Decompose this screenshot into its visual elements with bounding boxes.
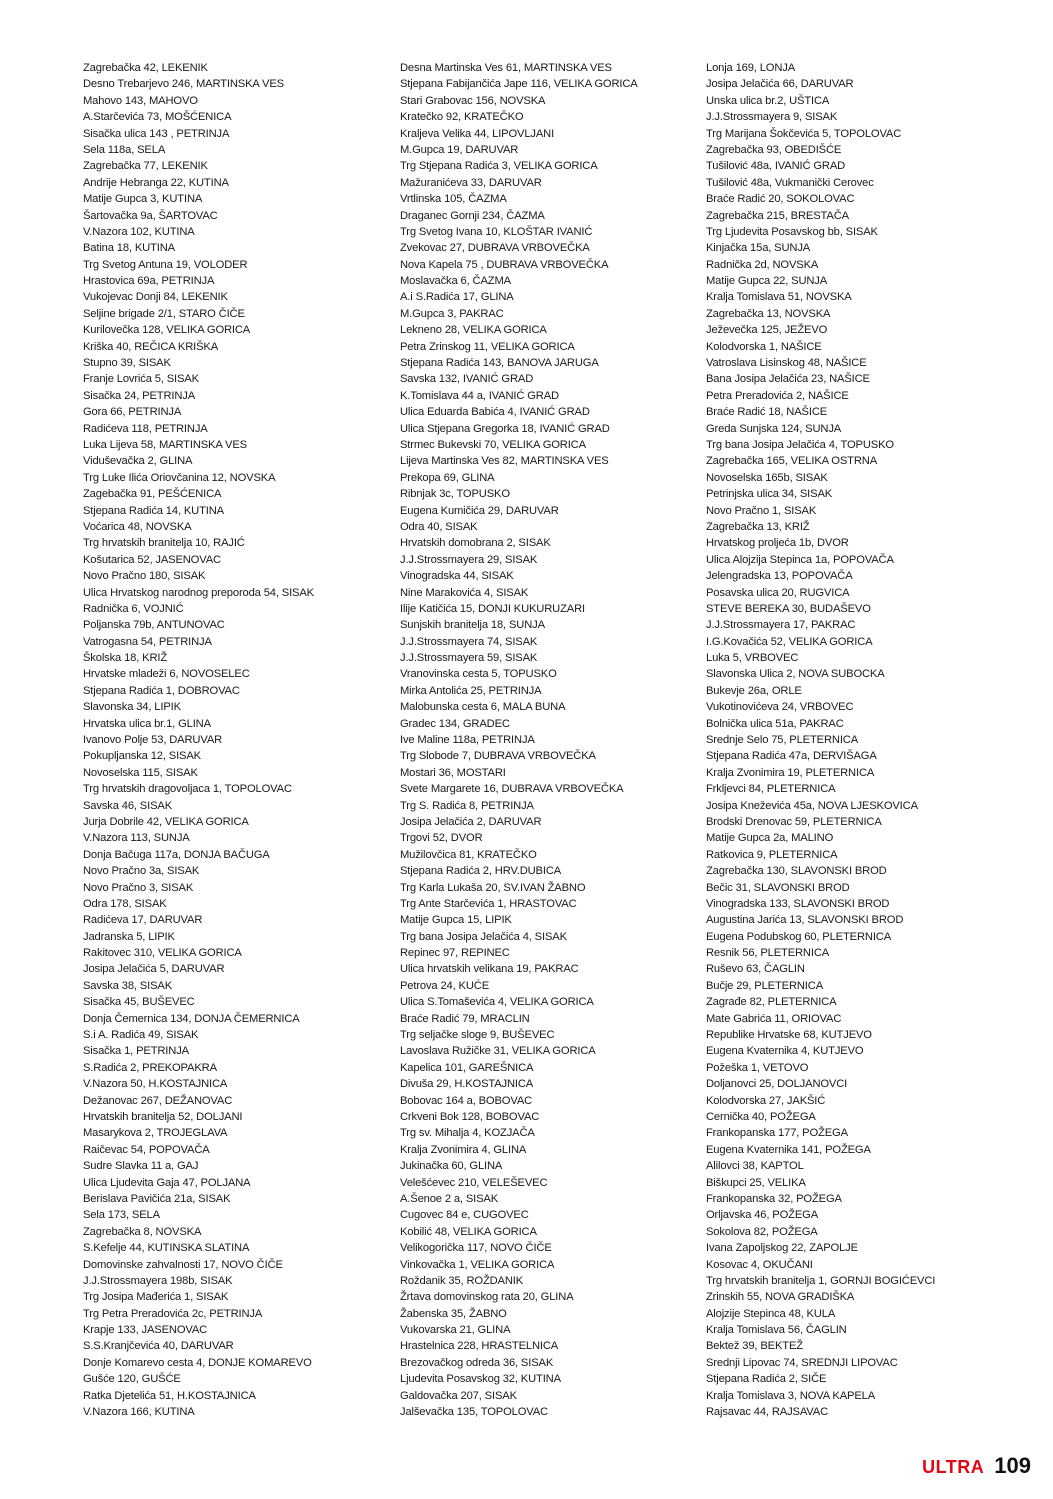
address-entry: Lavoslava Ružičke 31, VELIKA GORICA bbox=[400, 1045, 596, 1058]
address-entry: Svete Margarete 16, DUBRAVA VRBOVEČKA bbox=[400, 783, 624, 796]
address-entry: Mate Gabrića 11, ORIOVAC bbox=[706, 1012, 842, 1025]
address-entry: Sisačka 45, BUŠEVEC bbox=[83, 996, 195, 1009]
address-entry: Ilije Katičića 15, DONJI KUKURUZARI bbox=[400, 602, 585, 615]
address-entry: Trg Ljudevita Posavskog bb, SISAK bbox=[706, 225, 878, 238]
address-entry: S.Radića 2, PREKOPAKRA bbox=[83, 1061, 217, 1074]
address-entry: J.J.Strossmayera 17, PAKRAC bbox=[706, 619, 856, 632]
address-entry: J.J.Strossmayera 9, SISAK bbox=[706, 111, 838, 124]
address-entry: Braće Radić 20, SOKOLOVAC bbox=[706, 193, 855, 206]
address-entry: Berislava Pavičića 21a, SISAK bbox=[83, 1192, 231, 1205]
address-entry: I.G.Kovačića 52, VELIKA GORICA bbox=[706, 635, 873, 648]
address-entry: Malobunska cesta 6, MALA BUNA bbox=[400, 701, 566, 714]
address-entry: Žrtava domovinskog rata 20, GLINA bbox=[400, 1291, 574, 1304]
address-entry: Ratka Djetelića 51, H.KOSTAJNICA bbox=[83, 1389, 256, 1402]
address-entry: Eugena Kvaternika 141, POŽEGA bbox=[706, 1143, 871, 1156]
address-entry: Brodski Drenovac 59, PLETERNICA bbox=[706, 815, 882, 828]
address-entry: Zvekovac 27, DUBRAVA VRBOVEČKA bbox=[400, 242, 590, 255]
address-entry: Braće Radić 79, MRACLIN bbox=[400, 1012, 530, 1025]
address-entry: Sisačka ulica 143 , PETRINJA bbox=[83, 127, 230, 140]
address-entry: Alojzije Stepinca 48, KULA bbox=[706, 1307, 836, 1320]
address-entry: Vatrogasna 54, PETRINJA bbox=[83, 635, 212, 648]
address-entry: Dežanovac 267, DEŽANOVAC bbox=[83, 1094, 233, 1107]
address-entry: Savska 38, SISAK bbox=[83, 979, 173, 992]
address-entry: Josipa Jelačića 66, DARUVAR bbox=[706, 78, 854, 91]
address-entry: Voćarica 48, NOVSKA bbox=[83, 520, 192, 533]
address-entry: Mahovo 143, MAHOVO bbox=[83, 94, 198, 107]
address-entry: Ratkovica 9, PLETERNICA bbox=[706, 848, 838, 861]
address-entry: Trg hrvatskih branitelja 10, RAJIĆ bbox=[83, 537, 245, 550]
address-entry: Batina 18, KUTINA bbox=[83, 242, 175, 255]
address-entry: Strmec Bukevski 70, VELIKA GORICA bbox=[400, 438, 586, 451]
address-entry: Matije Gupca 2a, MALINO bbox=[706, 832, 834, 845]
address-column-3 bbox=[706, 60, 935, 1420]
address-entry: Novo Pračno 3, SISAK bbox=[83, 881, 194, 894]
address-entry: Vinogradska 44, SISAK bbox=[400, 570, 514, 583]
address-entry: Stupno 39, SISAK bbox=[83, 357, 171, 370]
address-entry: Savska 132, IVANIĆ GRAD bbox=[400, 373, 534, 386]
address-entry: Bobovac 164 a, BOBOVAC bbox=[400, 1094, 533, 1107]
address-entry: Desna Martinska Ves 61, MARTINSKA VES bbox=[400, 62, 612, 74]
address-entry: Roždanik 35, ROŽDANIK bbox=[400, 1274, 524, 1287]
address-entry: Donje Komarevo cesta 4, DONJE KOMAREVO bbox=[83, 1356, 312, 1369]
address-entry: Ulica Hrvatskog narodnog preporoda 54, SISAK bbox=[83, 586, 314, 599]
address-entry: Josipa Kneževića 45a, NOVA LJESKOVICA bbox=[706, 799, 918, 812]
address-entry: Trg Ante Starčevića 1, HRASTOVAC bbox=[400, 897, 577, 910]
address-entry: Tušilović 48a, IVANIĆ GRAD bbox=[706, 160, 846, 173]
address-entry: Slavonska 34, LIPIK bbox=[83, 701, 181, 714]
address-entry: Biškupci 25, VELIKA bbox=[706, 1176, 806, 1189]
address-entry: Frankopanska 177, POŽEGA bbox=[706, 1127, 848, 1140]
address-entry: Kralja Zvonimira 19, PLETERNICA bbox=[706, 766, 875, 779]
address-entry: Zagrebačka 13, NOVSKA bbox=[706, 307, 831, 320]
address-entry: Trg seljačke sloge 9, BUŠEVEC bbox=[400, 1029, 555, 1042]
address-entry: Resnik 56, PLETERNICA bbox=[706, 947, 830, 960]
address-entry: Repinec 97, REPINEC bbox=[400, 947, 510, 960]
address-entry: Masarykova 2, TROJEGLAVA bbox=[83, 1127, 228, 1140]
address-column-2 bbox=[400, 60, 638, 1420]
address-entry: Frkljevci 84, PLETERNICA bbox=[706, 783, 836, 796]
address-entry: Andrije Hebranga 22, KUTINA bbox=[83, 176, 229, 189]
address-entry: Kralja Tomislava 51, NOVSKA bbox=[706, 291, 852, 304]
address-entry: Trg bana Josipa Jelačića 4, TOPUSKO bbox=[706, 438, 894, 451]
address-entry: Radnička 2d, NOVSKA bbox=[706, 258, 819, 271]
address-entry: Mostari 36, MOSTARI bbox=[400, 766, 506, 779]
address-entry: Zagrebačka 165, VELIKA OSTRNA bbox=[706, 455, 878, 468]
address-entry: Jukinačka 60, GLINA bbox=[400, 1160, 503, 1173]
address-entry: Srednji Lipovac 74, SREDNJI LIPOVAC bbox=[706, 1356, 898, 1369]
address-entry: Kobilić 48, VELIKA GORICA bbox=[400, 1225, 537, 1238]
address-entry: Trg Josipa Mađerića 1, SISAK bbox=[83, 1291, 229, 1304]
address-entry: Hrvatskog proljeća 1b, DVOR bbox=[706, 537, 849, 550]
address-entry: Alilovci 38, KAPTOL bbox=[706, 1160, 804, 1173]
address-entry: Divuša 29, H.KOSTAJNICA bbox=[400, 1078, 534, 1091]
address-entry: Trg sv. Mihalja 4, KOZJAČA bbox=[400, 1127, 535, 1140]
address-entry: Slavonska Ulica 2, NOVA SUBOCKA bbox=[706, 668, 885, 681]
address-entry: Sudre Slavka 11 a, GAJ bbox=[83, 1160, 199, 1173]
address-entry: Cernička 40, POŽEGA bbox=[706, 1111, 816, 1123]
brand-logo-text: ULTRA bbox=[922, 1457, 985, 1477]
address-entry: Odra 178, SISAK bbox=[83, 897, 167, 910]
address-entry: Trg Slobode 7, DUBRAVA VRBOVEČKA bbox=[400, 750, 596, 763]
address-entry: Trg Stjepana Radića 3, VELIKA GORICA bbox=[400, 160, 598, 173]
address-entry: Košutarica 52, JASENOVAC bbox=[83, 553, 221, 566]
address-entry: V.Nazora 113, SUNJA bbox=[83, 832, 190, 845]
address-entry: Ulica Eduarda Babića 4, IVANIĆ GRAD bbox=[400, 406, 590, 419]
address-entry: Ulica Stjepana Gregorka 18, IVANIĆ GRAD bbox=[400, 422, 610, 435]
address-entry: Stjepana Radića 47a, DERVIŠAGA bbox=[706, 750, 877, 763]
address-entry: J.J.Strossmayera 74, SISAK bbox=[400, 635, 538, 648]
address-entry: Donja Čemernica 134, DONJA ČEMERNICA bbox=[83, 1012, 300, 1025]
address-entry: Trg Luke Ilića Oriovčanina 12, NOVSKA bbox=[83, 471, 276, 484]
address-entry: Kraljeva Velika 44, LIPOVLJANI bbox=[400, 127, 555, 140]
address-entry: J.J.Strossmayera 198b, SISAK bbox=[83, 1274, 233, 1287]
address-entry: Gradec 134, GRADEC bbox=[400, 717, 510, 730]
address-entry: Stjepana Radića 2, SIČE bbox=[706, 1373, 827, 1386]
address-entry: Kralja Tomislava 56, ČAGLIN bbox=[706, 1324, 847, 1337]
address-entry: Trg Svetog Ivana 10, KLOŠTAR IVANIĆ bbox=[400, 225, 593, 238]
address-entry: A.Šenoe 2 a, SISAK bbox=[400, 1192, 499, 1205]
address-entry: Kralja Zvonimira 4, GLINA bbox=[400, 1143, 527, 1156]
address-entry: Rakitovec 310, VELIKA GORICA bbox=[83, 947, 242, 960]
address-entry: Kolodvorska 27, JAKŠIĆ bbox=[706, 1094, 826, 1107]
address-entry: Lijeva Martinska Ves 82, MARTINSKA VES bbox=[400, 455, 609, 468]
address-entry: Petrinjska ulica 34, SISAK bbox=[706, 488, 833, 501]
address-entry: Prekopa 69, GLINA bbox=[400, 471, 495, 484]
address-entry: Krapje 133, JASENOVAC bbox=[83, 1324, 208, 1337]
address-entry: Novo Pračno 3a, SISAK bbox=[83, 865, 200, 878]
address-entry: Cugovec 84 e, CUGOVEC bbox=[400, 1209, 529, 1222]
address-entry: Stjepana Fabijančića Jape 116, VELIKA GORICA bbox=[400, 78, 638, 91]
address-entry: Eugena Kvaternika 4, KUTJEVO bbox=[706, 1045, 864, 1058]
address-entry: Bolnička ulica 51a, PAKRAC bbox=[706, 717, 844, 730]
address-entry: Sokolova 82, POŽEGA bbox=[706, 1225, 818, 1238]
address-entry: Sela 118a, SELA bbox=[83, 143, 166, 156]
address-entry: Hrastelnica 228, HRASTELNICA bbox=[400, 1340, 559, 1353]
address-entry: Viduševačka 2, GLINA bbox=[83, 455, 193, 468]
address-entry: Trg Marijana Šokčevića 5, TOPOLOVAC bbox=[706, 127, 902, 140]
address-entry: Radićeva 17, DARUVAR bbox=[83, 914, 203, 927]
address-entry: Kralja Tomislava 3, NOVA KAPELA bbox=[706, 1389, 876, 1402]
address-entry: Kosovac 4, OKUČANI bbox=[706, 1258, 813, 1271]
address-entry: Republike Hrvatske 68, KUTJEVO bbox=[706, 1029, 872, 1042]
address-entry: Mužilovčica 81, KRATEČKO bbox=[400, 848, 537, 861]
address-entry: Poljanska 79b, ANTUNOVAC bbox=[83, 619, 225, 632]
address-entry: Jelengradska 13, POPOVAČA bbox=[706, 570, 853, 583]
address-entry: Zagebačka 91, PEŠĆENICA bbox=[83, 488, 222, 501]
address-entry: Petra Preradovića 2, NAŠICE bbox=[706, 389, 849, 402]
address-entry: Zagrebačka 77, LEKENIK bbox=[83, 160, 208, 173]
address-entry: Desno Trebarjevo 246, MARTINSKA VES bbox=[83, 78, 284, 91]
address-entry: V.Nazora 50, H.KOSTAJNICA bbox=[83, 1078, 228, 1091]
address-entry: J.J.Strossmayera 29, SISAK bbox=[400, 553, 538, 566]
address-entry: Vinogradska 133, SLAVONSKI BROD bbox=[706, 897, 890, 910]
address-entry: Zagrebačka 8, NOVSKA bbox=[83, 1225, 202, 1238]
address-entry: Josipa Jelačića 2, DARUVAR bbox=[400, 815, 542, 828]
address-entry: Odra 40, SISAK bbox=[400, 520, 478, 533]
address-entry: Stjepana Radića 1, DOBROVAC bbox=[83, 684, 240, 697]
address-entry: Donja Bačuga 117a, DONJA BAČUGA bbox=[83, 848, 270, 861]
address-entry: Draganec Gornji 234, ČAZMA bbox=[400, 209, 545, 222]
address-entry: Novoselska 115, SISAK bbox=[83, 766, 198, 779]
address-entry: Ulica S.Tomaševića 4, VELIKA GORICA bbox=[400, 996, 594, 1009]
address-entry: Orljavska 46, POŽEGA bbox=[706, 1209, 819, 1222]
address-entry: Jalševačka 135, TOPOLOVAC bbox=[400, 1406, 548, 1419]
address-entry: Velešćevec 210, VELEŠEVEC bbox=[400, 1176, 548, 1189]
address-entry: Matije Gupca 15, LIPIK bbox=[400, 914, 512, 927]
address-entry: Braće Radić 18, NAŠICE bbox=[706, 406, 828, 419]
address-entry: Stjepana Radića 143, BANOVA JARUGA bbox=[400, 357, 599, 370]
address-entry: Ivana Zapoljskog 22, ZAPOLJE bbox=[706, 1242, 858, 1255]
address-entry: V.Nazora 166, KUTINA bbox=[83, 1406, 195, 1419]
address-entry: Jadranska 5, LIPIK bbox=[83, 930, 175, 943]
address-entry: Hrvatskih domobrana 2, SISAK bbox=[400, 537, 551, 550]
address-entry: Matije Gupca 22, SUNJA bbox=[706, 275, 828, 288]
address-entry: K.Tomislava 44 a, IVANIĆ GRAD bbox=[400, 389, 559, 402]
address-entry: A.i S.Radića 17, GLINA bbox=[400, 291, 514, 304]
address-entry: Zrinskih 55, NOVA GRADIŠKA bbox=[706, 1291, 855, 1304]
address-entry: Bučje 29, PLETERNICA bbox=[706, 979, 824, 992]
address-entry: Savska 46, SISAK bbox=[83, 799, 173, 812]
address-entry: Trg hrvatskih dragovoljaca 1, TOPOLOVAC bbox=[83, 783, 292, 796]
address-entry: Augustina Jarića 13, SLAVONSKI BROD bbox=[706, 914, 904, 927]
address-entry: Ulica Alojzija Stepinca 1a, POPOVAČA bbox=[706, 553, 894, 566]
address-entry: Vukojevac Donji 84, LEKENIK bbox=[83, 291, 228, 304]
address-entry: Kriška 40, REČICA KRIŠKA bbox=[83, 340, 219, 353]
address-entry: Velikogorička 117, NOVO ČIČE bbox=[400, 1242, 552, 1255]
address-entry: Ivanovo Polje 53, DARUVAR bbox=[83, 734, 223, 747]
address-entry: Seljine brigade 2/1, STARO ČIČE bbox=[83, 307, 245, 320]
address-entry: Hrvatskih branitelja 52, DOLJANI bbox=[83, 1111, 243, 1123]
address-entry: Zagrebačka 13, KRIŽ bbox=[706, 520, 810, 533]
page-number: 109 bbox=[994, 1453, 1031, 1478]
address-entry: Trg Svetog Antuna 19, VOLODER bbox=[83, 258, 248, 271]
address-entry: Eugena Kumičića 29, DARUVAR bbox=[400, 504, 559, 517]
address-entry: Ribnjak 3c, TOPUSKO bbox=[400, 488, 510, 501]
address-entry: Galdovačka 207, SISAK bbox=[400, 1389, 517, 1402]
address-entry: Lonja 169, LONJA bbox=[706, 62, 796, 74]
address-entry: Vukovarska 21, GLINA bbox=[400, 1324, 511, 1337]
address-entry: Domovinske zahvalnosti 17, NOVO ČIČE bbox=[83, 1258, 283, 1271]
address-entry: Luka 5, VRBOVEC bbox=[706, 652, 799, 665]
address-entry: Pokupljanska 12, SISAK bbox=[83, 750, 201, 763]
address-entry: Vranovinska cesta 5, TOPUSKO bbox=[400, 668, 557, 681]
address-entry: Trgovi 52, DVOR bbox=[400, 832, 483, 845]
address-entry: Zagrebačka 93, OBEDIŠĆE bbox=[706, 143, 842, 156]
address-entry: Bukevje 26a, ORLE bbox=[706, 684, 802, 697]
address-entry: Vatroslava Lisinskog 48, NAŠICE bbox=[706, 357, 867, 370]
address-entry: Crkveni Bok 128, BOBOVAC bbox=[400, 1111, 540, 1123]
address-entry: STEVE BEREKA 30, BUDAŠEVO bbox=[706, 602, 871, 615]
address-entry: Mirka Antolića 25, PETRINJA bbox=[400, 684, 542, 697]
address-entry: Žabenska 35, ŽABNO bbox=[400, 1307, 507, 1320]
address-entry: Zagrebačka 215, BRESTAČA bbox=[706, 209, 849, 222]
address-entry: Novo Pračno 180, SISAK bbox=[83, 570, 206, 583]
address-entry: Stari Grabovac 156, NOVSKA bbox=[400, 94, 546, 107]
address-entry: Ulica Ljudevita Gaja 47, POLJANA bbox=[83, 1176, 251, 1189]
address-entry: Trg S. Radića 8, PETRINJA bbox=[400, 799, 534, 812]
address-entry: V.Nazora 102, KUTINA bbox=[83, 225, 195, 238]
address-entry: Frankopanska 32, POŽEGA bbox=[706, 1192, 842, 1205]
address-entry: Ježevečka 125, JEŽEVO bbox=[706, 324, 828, 337]
address-entry: M.Gupca 3, PAKRAC bbox=[400, 307, 504, 320]
address-entry: Zagrebačka 130, SLAVONSKI BROD bbox=[706, 865, 887, 878]
address-entry: S.i A. Radića 49, SISAK bbox=[83, 1029, 199, 1042]
address-entry: Lekneno 28, VELIKA GORICA bbox=[400, 324, 547, 337]
address-entry: Hrastovica 69a, PETRINJA bbox=[83, 275, 215, 288]
address-entry: Sela 173, SELA bbox=[83, 1209, 160, 1222]
address-entry: Posavska ulica 20, RUGVICA bbox=[706, 586, 850, 599]
address-entry: Petra Zrinskog 11, VELIKA GORICA bbox=[400, 340, 575, 353]
address-entry: Kurilovečka 128, VELIKA GORICA bbox=[83, 324, 251, 337]
address-entry: Sisačka 24, PETRINJA bbox=[83, 389, 196, 402]
address-entry: Trg hrvatskih branitelja 1, GORNJI BOGIĆEVCI bbox=[706, 1274, 936, 1287]
address-entry: Šartovačka 9a, ŠARTOVAC bbox=[83, 209, 218, 222]
address-entry: Luka Lijeva 58, MARTINSKA VES bbox=[83, 438, 247, 451]
address-entry: Sunjskih branitelja 18, SUNJA bbox=[400, 619, 545, 632]
address-entry: Zagrebačka 42, LEKENIK bbox=[83, 62, 208, 74]
address-entry: Radićeva 118, PETRINJA bbox=[83, 422, 208, 435]
address-entry: Moslavačka 6, ČAZMA bbox=[400, 275, 511, 288]
address-entry: Hrvatska ulica br.1, GLINA bbox=[83, 717, 211, 730]
address-entry: Trg bana Josipa Jelačića 4, SISAK bbox=[400, 930, 567, 943]
address-entry: Hrvatske mladeži 6, NOVOSELEC bbox=[83, 668, 250, 681]
address-entry: Nine Marakovića 4, SISAK bbox=[400, 586, 529, 599]
address-entry: Požeška 1, VETOVO bbox=[706, 1061, 809, 1074]
address-entry: Ljudevita Posavskog 32, KUTINA bbox=[400, 1373, 561, 1386]
address-entry: Trg Petra Preradovića 2c, PETRINJA bbox=[83, 1307, 263, 1320]
address-entry: S.Kefelje 44, KUTINSKA SLATINA bbox=[83, 1242, 250, 1255]
address-entry: Rajsavac 44, RAJSAVAC bbox=[706, 1406, 829, 1419]
address-entry: Stjepana Radića 2, HRV.DUBICA bbox=[400, 865, 562, 878]
address-entry: Kratečko 92, KRATEČKO bbox=[400, 111, 524, 124]
address-entry: Ulica hrvatskih velikana 19, PAKRAC bbox=[400, 963, 579, 976]
address-entry: Doljanovci 25, DOLJANOVCI bbox=[706, 1078, 848, 1091]
address-entry: Raičevac 54, POPOVAČA bbox=[83, 1143, 210, 1156]
address-entry: Vinkovačka 1, VELIKA GORICA bbox=[400, 1258, 555, 1271]
address-entry: Vrtlinska 105, ČAZMA bbox=[400, 193, 507, 206]
address-entry: Stjepana Radića 14, KUTINA bbox=[83, 504, 224, 517]
address-entry: Srednje Selo 75, PLETERNICA bbox=[706, 734, 859, 747]
address-entry: Bečic 31, SLAVONSKI BROD bbox=[706, 881, 850, 894]
address-column-1 bbox=[83, 60, 314, 1420]
address-entry: J.J.Strossmayera 59, SISAK bbox=[400, 652, 538, 665]
address-entry: Gušće 120, GUŠĆE bbox=[83, 1373, 181, 1386]
address-entry: Gora 66, PETRINJA bbox=[83, 406, 182, 419]
address-entry: Sisačka 1, PETRINJA bbox=[83, 1045, 189, 1058]
address-entry: Mažuranićeva 33, DARUVAR bbox=[400, 176, 542, 189]
address-entry: Unska ulica br.2, UŠTICA bbox=[706, 94, 830, 107]
address-entry: Vukotinovićeva 24, VRBOVEC bbox=[706, 701, 854, 714]
address-entry: Radnička 6, VOJNIĆ bbox=[83, 602, 184, 615]
address-entry: S.S.Kranjčevića 40, DARUVAR bbox=[83, 1340, 234, 1353]
address-entry: Nova Kapela 75 , DUBRAVA VRBOVEČKA bbox=[400, 258, 609, 271]
address-entry: Kapelica 101, GAREŠNICA bbox=[400, 1061, 534, 1074]
address-entry: Matije Gupca 3, KUTINA bbox=[83, 193, 203, 206]
address-entry: Josipa Jelačića 5, DARUVAR bbox=[83, 963, 225, 976]
address-entry: M.Gupca 19, DARUVAR bbox=[400, 143, 519, 156]
address-entry: Ruševo 63, ČAGLIN bbox=[706, 963, 805, 976]
address-entry: Petrova 24, KUĆE bbox=[400, 979, 490, 992]
address-entry: Tušilović 48a, Vukmanički Cerovec bbox=[706, 176, 874, 189]
address-entry: Kolodvorska 1, NAŠICE bbox=[706, 340, 822, 353]
address-entry: Bektež 39, BEKTEŽ bbox=[706, 1340, 803, 1353]
address-entry: Trg Karla Lukaša 20, SV.IVAN ŽABNO bbox=[400, 881, 586, 894]
address-entry: A.Starčevića 73, MOŠĆENICA bbox=[83, 111, 232, 124]
address-entry: Eugena Podubskog 60, PLETERNICA bbox=[706, 930, 892, 943]
address-entry: Bana Josipa Jelačića 23, NAŠICE bbox=[706, 373, 870, 386]
page-footer bbox=[922, 1453, 1031, 1479]
address-entry: Školska 18, KRIŽ bbox=[83, 652, 168, 665]
address-entry: Jurja Dobrile 42, VELIKA GORICA bbox=[83, 815, 249, 828]
address-entry: Greda Sunjska 124, SUNJA bbox=[706, 422, 842, 435]
address-entry: Novo Pračno 1, SISAK bbox=[706, 504, 817, 517]
address-entry: Franje Lovrića 5, SISAK bbox=[83, 373, 199, 386]
address-entry: Kinjačka 15a, SUNJA bbox=[706, 242, 811, 255]
address-entry: Brezovačkog odreda 36, SISAK bbox=[400, 1356, 554, 1369]
address-entry: Novoselska 165b, SISAK bbox=[706, 471, 828, 484]
address-entry: Zagrađe 82, PLETERNICA bbox=[706, 996, 837, 1009]
address-entry: Ive Maline 118a, PETRINJA bbox=[400, 734, 535, 747]
